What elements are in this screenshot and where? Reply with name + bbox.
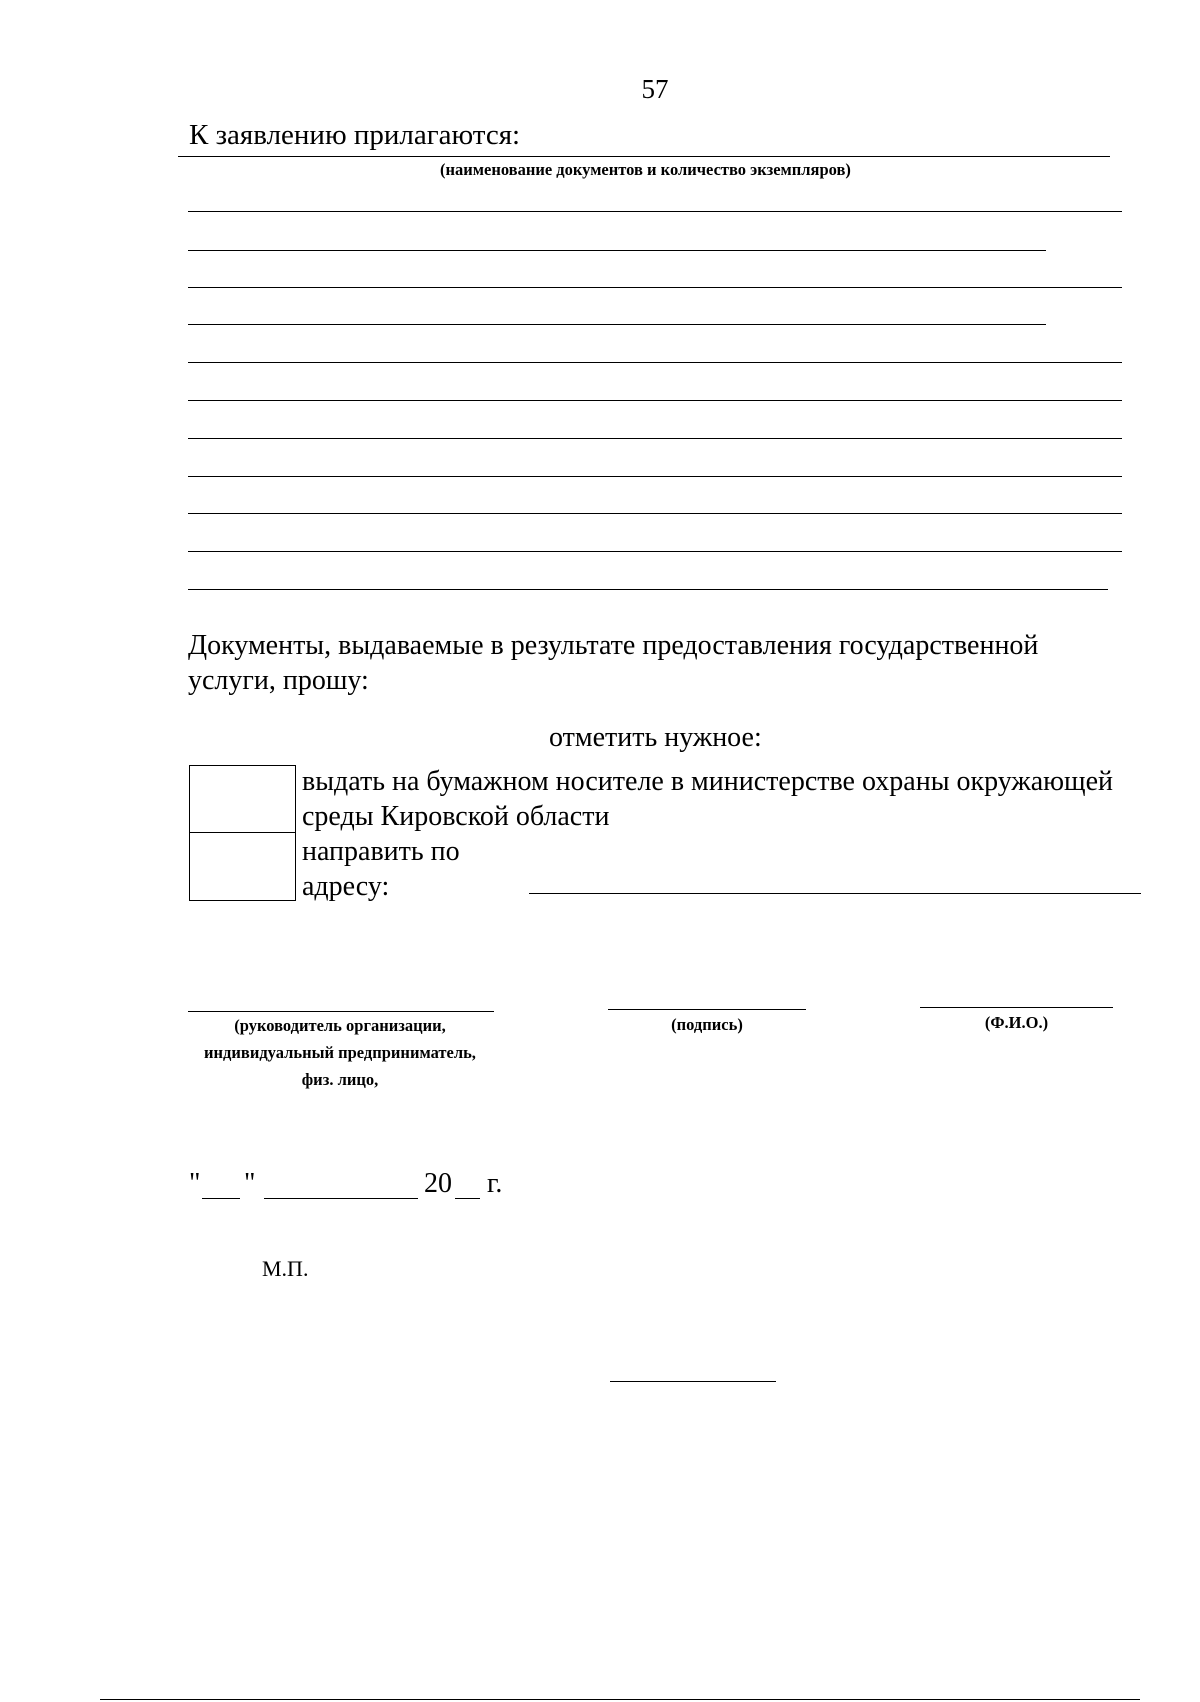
blank-line[interactable] [188,513,1122,514]
blank-line[interactable] [188,362,1122,363]
attachments-caption: (наименование документов и количество экземпляров) [440,160,851,179]
signature-line[interactable] [608,1009,806,1010]
blank-line[interactable] [188,250,1046,251]
option-paper-checkbox[interactable] [189,765,296,833]
attachments-heading-line [178,156,1110,157]
full-name-line[interactable] [920,1007,1113,1008]
option-mail-checkbox[interactable] [189,832,296,901]
blank-line[interactable] [188,589,1108,590]
date-quote-open: " [189,1168,201,1199]
date-quote-close: " [244,1168,256,1199]
signature-caption: (подпись) [671,1015,743,1034]
position-caption: (руководитель организации, индивидуальный предприниматель, физ. лицо, [204,1016,476,1089]
full-name-caption: (Ф.И.О.) [984,1013,1049,1032]
date-month-line[interactable] [264,1198,418,1199]
date-year-prefix: 20 [424,1168,452,1199]
blank-line[interactable] [188,287,1122,288]
blank-line[interactable] [188,438,1122,439]
option-mail-label: направить по адресу: [302,836,460,902]
page-bottom-line [100,1699,1140,1700]
blank-line[interactable] [188,324,1046,325]
instruction-label: отметить нужное: [549,722,762,753]
page-number: 57 [641,74,669,104]
blank-line[interactable] [188,211,1122,212]
date-year-line[interactable] [455,1198,480,1199]
date-day-line[interactable] [202,1198,240,1199]
bottom-short-line [610,1381,776,1382]
date-year-suffix: г. [487,1168,503,1199]
blank-line[interactable] [188,476,1122,477]
results-text: Документы, выдаваемые в результате предоставления государственной услуги, прошу: [188,630,1039,696]
stamp-label: М.П. [262,1256,309,1281]
address-line[interactable] [529,893,1141,894]
attachments-label: К заявлению прилагаются: [189,119,521,151]
blank-line[interactable] [188,400,1122,401]
option-paper-label: выдать на бумажном носителе в министерстве охраны окружающей среды Кировской области [302,766,1114,832]
blank-line[interactable] [188,551,1122,552]
